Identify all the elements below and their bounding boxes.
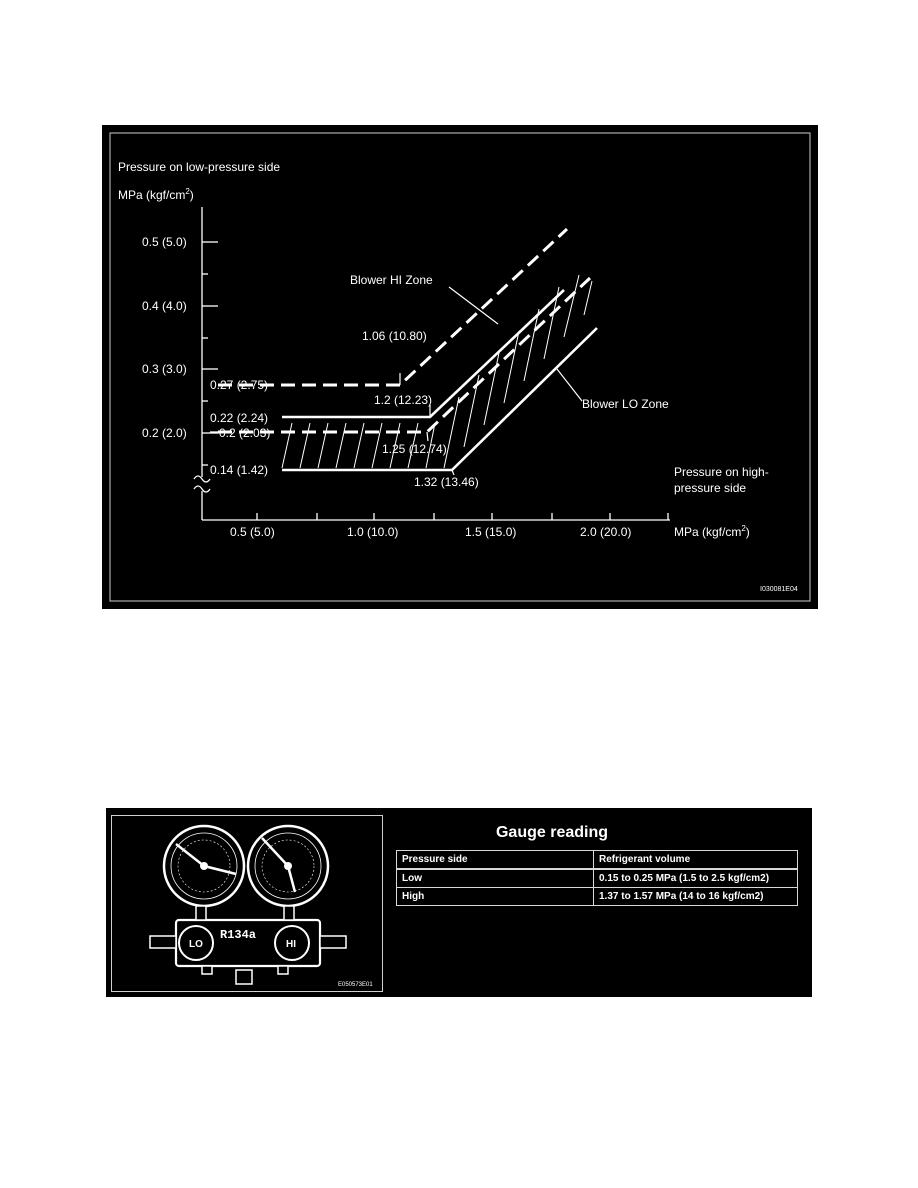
x-tick-label: 1.0 (10.0) — [347, 525, 399, 539]
label-02: 0.2 (2.03) — [219, 426, 271, 440]
x-axis-title-line1: Pressure on high- — [674, 465, 769, 479]
label-014: 0.14 (1.42) — [210, 463, 269, 477]
table-cell: Low — [397, 869, 594, 888]
table-cell: 0.15 to 0.25 MPa (1.5 to 2.5 kgf/cm2) — [594, 869, 798, 888]
lo-knob-label: LO — [189, 939, 203, 950]
table-header: Refrigerant volume — [594, 851, 798, 870]
lo-zone-hatching — [282, 275, 592, 468]
refrigerant-label: R134a — [220, 928, 257, 942]
zone-hi-label: Blower HI Zone — [350, 273, 433, 287]
low-pressure-gauge — [164, 826, 244, 906]
pressure-chart-figure — [102, 125, 818, 609]
x-axis-title-line2: pressure side — [674, 481, 747, 495]
table-header: Pressure side — [397, 851, 594, 870]
curve-hi — [218, 229, 567, 385]
x-axis-unit: MPa $(kgf/cm^2)$ — [674, 524, 750, 539]
curve-mid — [218, 278, 590, 432]
figure-id: I030081E04 — [760, 586, 798, 593]
y-tick-label: 0.5 (5.0) — [142, 235, 187, 249]
x-tick-label: 2.0 (20.0) — [580, 525, 632, 539]
table-row — [397, 869, 798, 888]
x-axis — [202, 513, 670, 520]
x-tick-label: 1.5 (15.0) — [465, 525, 517, 539]
table-header-row — [397, 851, 798, 870]
high-pressure-gauge — [248, 826, 328, 906]
pressure-chart-svg — [102, 125, 818, 609]
y-tick-label: 0.4 (4.0) — [142, 299, 187, 313]
y-tick-label: 0.2 (2.0) — [142, 426, 187, 440]
gauge-reading-figure — [106, 808, 812, 997]
table-row — [397, 888, 798, 906]
gauge-reading-table — [396, 850, 798, 906]
y-tick-label: 0.3 (3.0) — [142, 362, 187, 376]
label-132: 1.32 (13.46) — [414, 475, 479, 489]
hi-knob-label: HI — [286, 939, 296, 950]
table-cell: High — [397, 888, 594, 906]
label-027: 0.27 (2.75) — [210, 378, 269, 392]
label-106: 1.06 (10.80) — [362, 329, 427, 343]
label-022: 0.22 (2.24) — [210, 411, 269, 425]
manifold-gauge-svg — [112, 816, 382, 991]
image-id: E050573E01 — [338, 982, 373, 988]
table-cell: 1.37 to 1.57 MPa (14 to 16 kgf/cm2) — [594, 888, 798, 906]
label-12: 1.2 (12.23) — [374, 393, 433, 407]
zone-lo-label: Blower LO Zone — [582, 397, 669, 411]
manifold-gauge-illustration — [111, 815, 383, 992]
gauge-reading-title: Gauge reading — [495, 824, 609, 841]
label-125: 1.25 (12.74) — [382, 442, 447, 456]
y-axis-unit: MPa $(kgf/cm^2)$ — [118, 187, 194, 202]
y-axis-title: Pressure on low-pressure side — [118, 160, 281, 174]
x-tick-label: 0.5 (5.0) — [230, 525, 275, 539]
